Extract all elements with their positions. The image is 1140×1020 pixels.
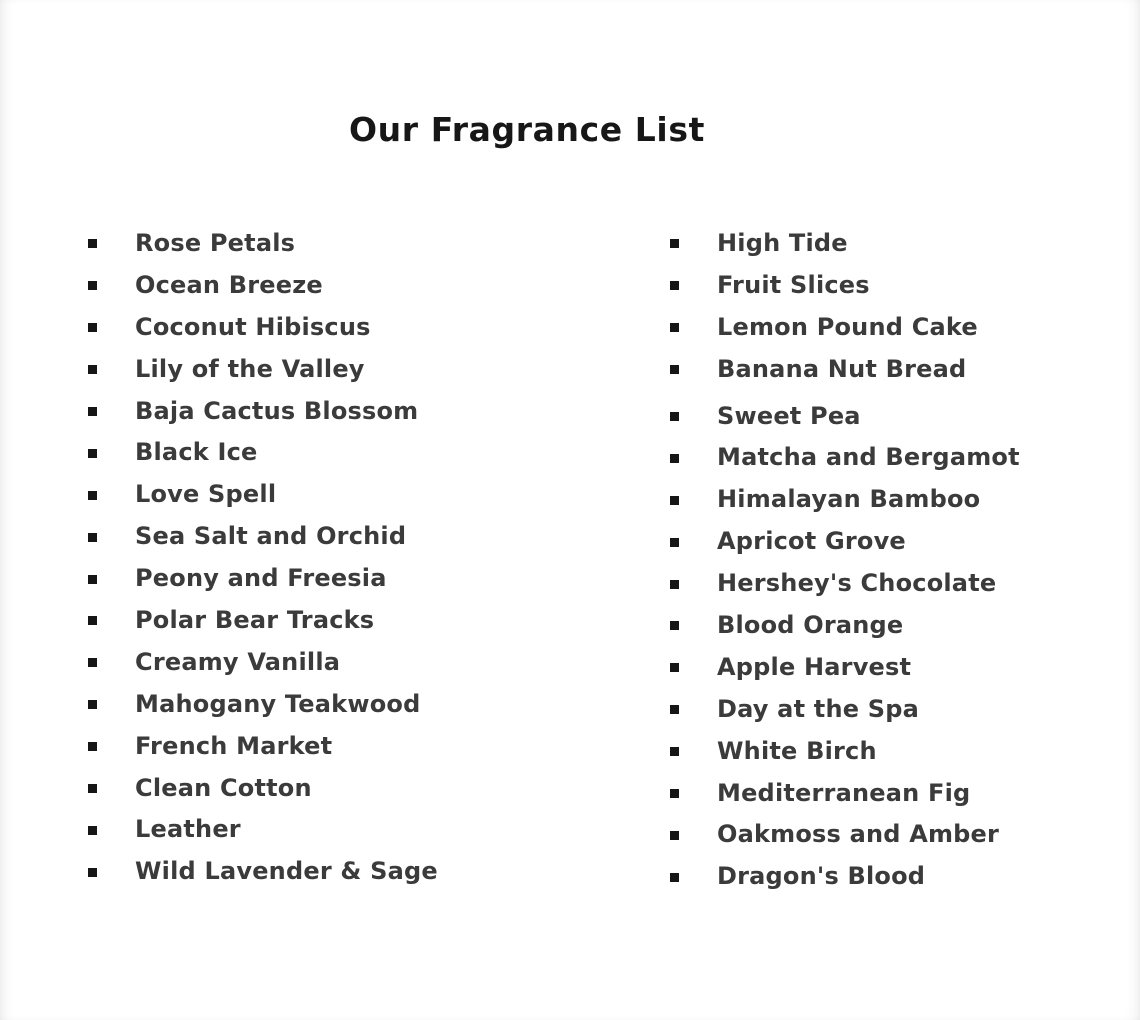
square-bullet-icon: [670, 747, 679, 756]
square-bullet-icon: [88, 365, 97, 374]
list-item: [88, 850, 670, 892]
list-item: [670, 436, 1140, 478]
square-bullet-icon: [88, 616, 97, 625]
list-item: [670, 604, 1140, 646]
square-bullet-icon: [670, 663, 679, 672]
square-bullet-icon: [88, 449, 97, 458]
list-item: [88, 264, 670, 306]
list-item: [88, 306, 670, 348]
fragrance-name: Love Spell: [135, 480, 277, 509]
square-bullet-icon: [88, 533, 97, 542]
list-item: [88, 683, 670, 725]
list-item: [670, 688, 1140, 730]
list-item: [670, 772, 1140, 814]
fragrance-name: Black Ice: [135, 438, 258, 467]
list-item: [670, 730, 1140, 772]
list-item: [88, 725, 670, 767]
list-item: [88, 515, 670, 557]
square-bullet-icon: [88, 323, 97, 332]
fragrance-name: Clean Cotton: [135, 773, 312, 802]
square-bullet-icon: [88, 491, 97, 500]
fragrance-name: White Birch: [717, 736, 877, 765]
fragrance-name: Coconut Hibiscus: [135, 312, 371, 341]
fragrance-name: Mahogany Teakwood: [135, 689, 421, 718]
list-item: [670, 562, 1140, 604]
fragrance-name: Blood Orange: [717, 610, 904, 639]
square-bullet-icon: [88, 575, 97, 584]
fragrance-name: Dragon's Blood: [717, 862, 926, 891]
fragrance-name: Oakmoss and Amber: [717, 820, 1000, 849]
fragrance-name: Wild Lavender & Sage: [135, 857, 438, 886]
list-item: [88, 808, 670, 850]
fragrance-name: Sea Salt and Orchid: [135, 522, 407, 551]
fragrance-name: Peony and Freesia: [135, 564, 387, 593]
square-bullet-icon: [88, 826, 97, 835]
square-bullet-icon: [88, 239, 97, 248]
list-item: [88, 767, 670, 809]
list-item: [670, 646, 1140, 688]
list-item: [88, 431, 670, 473]
list-item: [88, 641, 670, 683]
list-item: [88, 222, 670, 264]
square-bullet-icon: [670, 873, 679, 882]
square-bullet-icon: [670, 281, 679, 290]
fragrance-name: Apple Harvest: [717, 652, 912, 681]
fragrance-name: Banana Nut Bread: [717, 354, 967, 383]
fragrance-name: Baja Cactus Blossom: [135, 396, 419, 425]
list-item: [88, 348, 670, 390]
page-title: Our Fragrance List: [349, 110, 705, 149]
square-bullet-icon: [88, 407, 97, 416]
list-item: [88, 390, 670, 432]
square-bullet-icon: [670, 580, 679, 589]
list-item: [670, 520, 1140, 562]
list-item: [670, 306, 1140, 348]
list-item: [670, 813, 1140, 855]
list-item: [670, 222, 1140, 264]
list-item: [670, 478, 1140, 520]
square-bullet-icon: [670, 239, 679, 248]
list-item: [670, 395, 1140, 437]
list-item: [670, 264, 1140, 306]
list-item: [670, 855, 1140, 897]
square-bullet-icon: [670, 831, 679, 840]
fragrance-name: Leather: [135, 815, 241, 844]
square-bullet-icon: [88, 868, 97, 877]
list-item: [88, 557, 670, 599]
fragrance-name: Fruit Slices: [717, 270, 870, 299]
fragrance-name: Lemon Pound Cake: [717, 312, 978, 341]
fragrance-name: French Market: [135, 731, 333, 760]
list-item: [88, 599, 670, 641]
list-item: [670, 348, 1140, 390]
list-item: [88, 473, 670, 515]
fragrance-name: High Tide: [717, 228, 848, 257]
fragrance-name: Creamy Vanilla: [135, 647, 341, 676]
fragrance-name: Lily of the Valley: [135, 354, 365, 383]
square-bullet-icon: [88, 784, 97, 793]
fragrance-name: Rose Petals: [135, 228, 296, 257]
fragrance-name: Sweet Pea: [717, 401, 861, 430]
fragrance-name: Mediterranean Fig: [717, 778, 971, 807]
square-bullet-icon: [88, 742, 97, 751]
square-bullet-icon: [670, 705, 679, 714]
square-bullet-icon: [670, 454, 679, 463]
square-bullet-icon: [670, 323, 679, 332]
square-bullet-icon: [670, 538, 679, 547]
fragrance-name: Polar Bear Tracks: [135, 605, 375, 634]
fragrance-name: Ocean Breeze: [135, 270, 323, 299]
fragrance-name: Hershey's Chocolate: [717, 569, 997, 598]
fragrance-columns: [88, 222, 1140, 897]
square-bullet-icon: [88, 658, 97, 667]
fragrance-name: Apricot Grove: [717, 527, 906, 556]
square-bullet-icon: [670, 496, 679, 505]
fragrance-column-right: [670, 222, 1140, 897]
square-bullet-icon: [670, 365, 679, 374]
fragrance-column-left: [88, 222, 670, 897]
square-bullet-icon: [670, 621, 679, 630]
square-bullet-icon: [88, 281, 97, 290]
fragrance-name: Matcha and Bergamot: [717, 443, 1020, 472]
square-bullet-icon: [670, 789, 679, 798]
fragrance-name: Himalayan Bamboo: [717, 485, 981, 514]
square-bullet-icon: [670, 412, 679, 421]
fragrance-name: Day at the Spa: [717, 694, 920, 723]
square-bullet-icon: [88, 700, 97, 709]
